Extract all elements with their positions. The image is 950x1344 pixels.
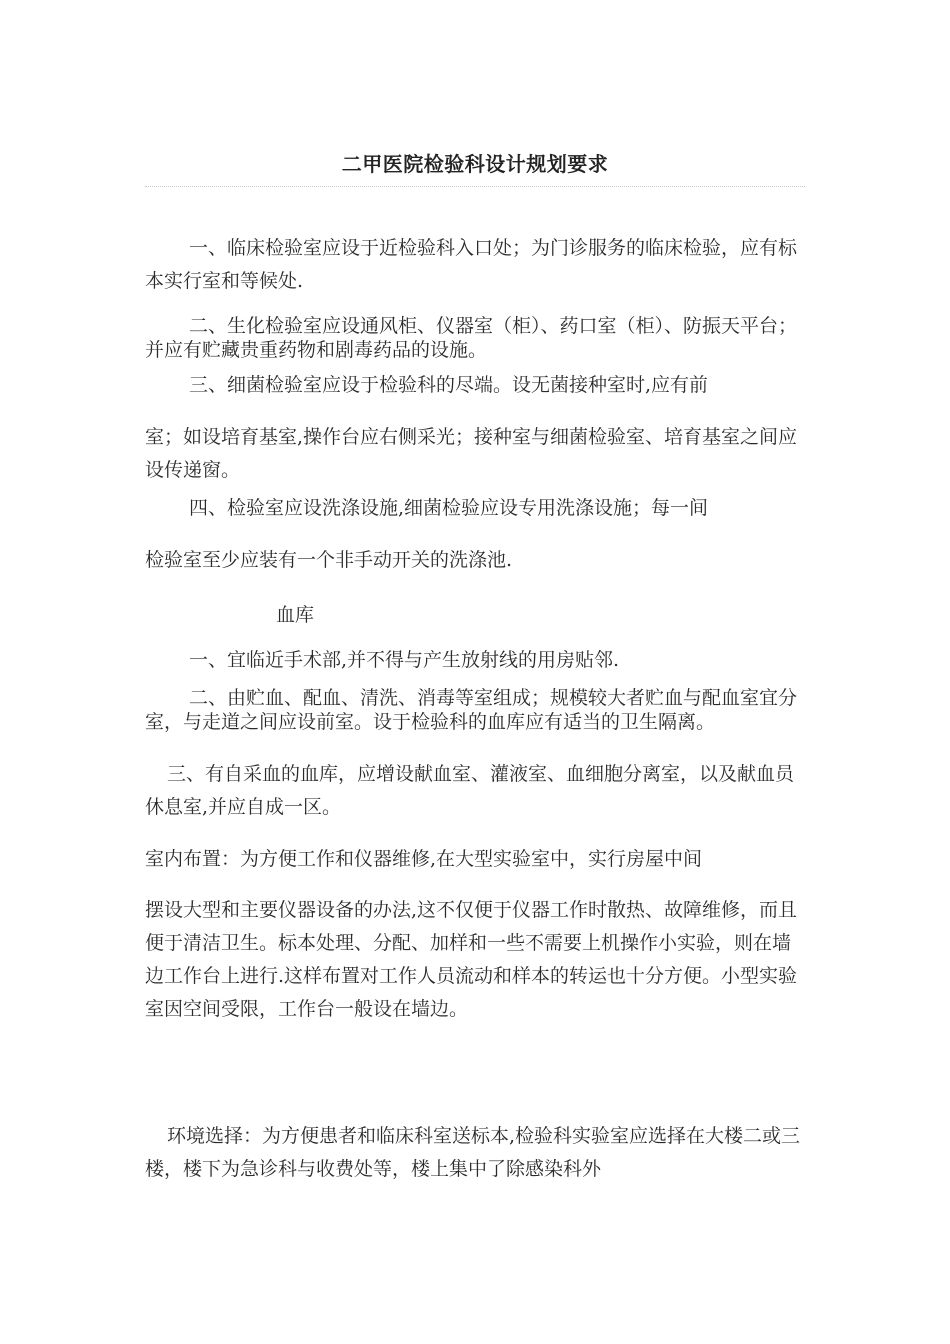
- blood-bank-paragraph-3: 三、有自采血的血库，应增设献血室、灌液室、血细胞分离室，以及献血员休息室,并应自成一区。: [145, 763, 795, 818]
- lab-paragraph-3-continued: 室；如设培育基室,操作台应右侧采光；接种室与细菌检验室、培育基室之间应设传递窗。: [145, 426, 798, 481]
- interior-layout-line-1: 室内布置：为方便工作和仪器维修,在大型实验室中，实行房屋中间: [145, 848, 703, 870]
- lab-paragraph-1: 一、临床检验室应设于近检验科入口处；为门诊服务的临床检验，应有标本实行室和等候处.: [145, 237, 798, 292]
- title-divider: [145, 186, 805, 187]
- interior-layout-continued: 摆设大型和主要仪器设备的办法,这不仅便于仪器工作时散热、故障维修，而且便于清洁卫生。标本处理、分配、加样和一些不需要上机操作小实验，则在墙边工作台上进行.这样布置对工作人员流动和样本的转运也十分方便。小型实验室因空间受限，工作台一般设在墙边。: [145, 899, 798, 1020]
- blood-bank-heading: 血库: [276, 604, 315, 626]
- document-title: 二甲医院检验科设计规划要求: [341, 152, 609, 176]
- environment-paragraph: 环境选择：为方便患者和临床科室送标本,检验科实验室应选择在大楼二或三楼，楼下为急诊科与收费处等，楼上集中了除感染科外: [145, 1125, 801, 1180]
- lab-paragraph-4-line-1: 四、检验室应设洗涤设施,细菌检验应设专用洗涤设施；每一间: [189, 497, 709, 519]
- lab-paragraph-4-continued: 检验室至少应装有一个非手动开关的洗涤池.: [145, 549, 513, 571]
- lab-paragraph-2: 二、生化检验室应设通风柜、仪器室（柜）、药口室（柜）、防振天平台；并应有贮藏贵重药物和剧毒药品的设施。: [145, 315, 798, 361]
- lab-paragraph-3-line-1: 三、细菌检验室应设于检验科的尽端。设无菌接种室时,应有前: [189, 374, 709, 396]
- blood-bank-paragraph-2: 二、由贮血、配血、清洗、消毒等室组成；规模较大者贮血与配血室宜分室，与走道之间应设前室。设于检验科的血库应有适当的卫生隔离。: [145, 687, 798, 733]
- blood-bank-paragraph-1: 一、宜临近手术部,并不得与产生放射线的用房贴邻.: [189, 649, 620, 671]
